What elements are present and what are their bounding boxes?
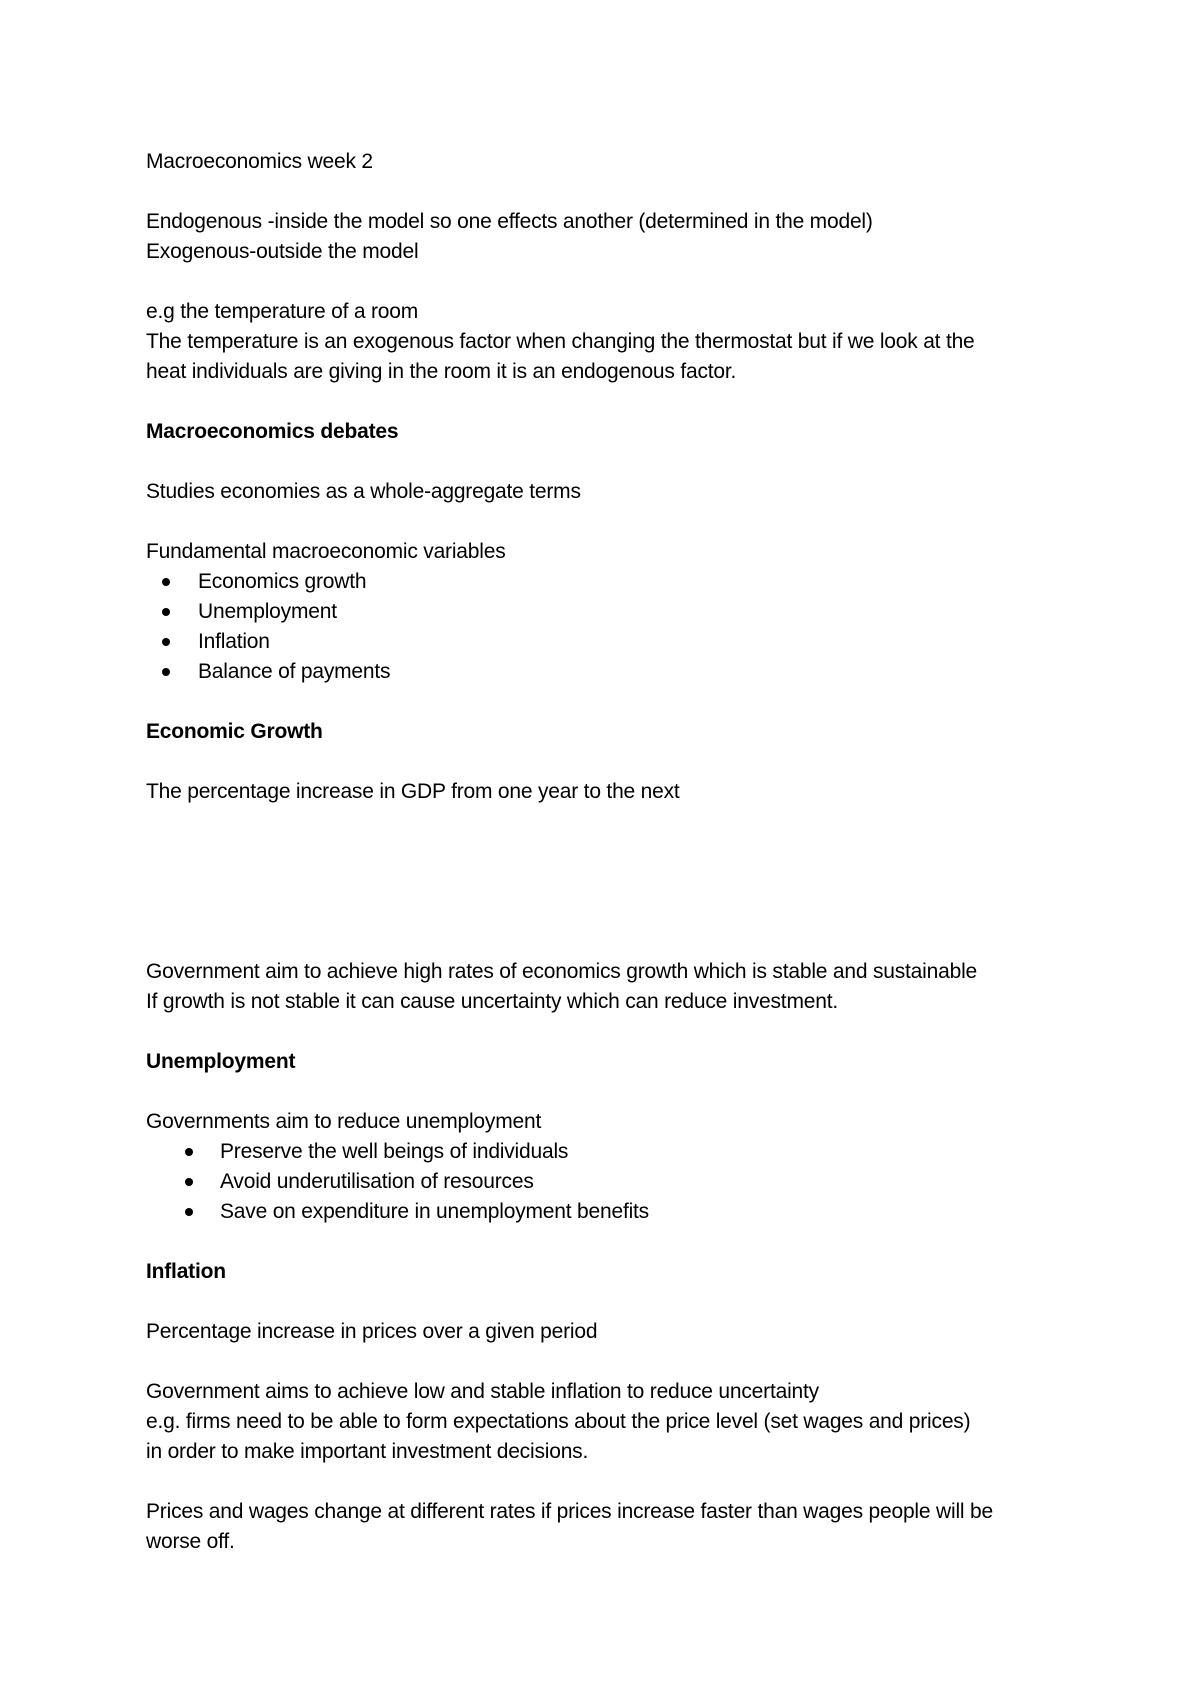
endogenous-definition: Endogenous -inside the model so one effects another (determined in the model): [146, 210, 873, 233]
bullet-icon: [162, 668, 170, 676]
bullet-icon: [185, 1208, 193, 1216]
spacer: [146, 1287, 1086, 1317]
list-item-label: Unemployment: [198, 600, 337, 623]
bullet-icon: [162, 578, 170, 586]
inflation-text-line: worse off.: [146, 1530, 235, 1553]
list-item: [146, 597, 1086, 627]
section-heading-inflation: Inflation: [146, 1260, 226, 1283]
example-text-line: heat individuals are giving in the room it is an endogenous factor.: [146, 360, 737, 383]
list-item-label: Preserve the well beings of individuals: [220, 1140, 569, 1163]
spacer: [146, 1227, 1086, 1257]
list-item: [146, 567, 1086, 597]
list-item-label: Economics growth: [198, 570, 367, 593]
spacer: [146, 267, 1086, 297]
list-item-label: Avoid underutilisation of resources: [220, 1170, 534, 1193]
blank-area: [146, 807, 1086, 957]
list-item-label: Save on expenditure in unemployment benefits: [220, 1200, 649, 1223]
variables-intro: Fundamental macroeconomic variables: [146, 540, 506, 563]
spacer: [146, 747, 1086, 777]
list-item: [146, 627, 1086, 657]
bullet-icon: [162, 608, 170, 616]
bullet-icon: [185, 1178, 193, 1186]
growth-definition: The percentage increase in GDP from one year to the next: [146, 780, 680, 803]
bullet-icon: [185, 1148, 193, 1156]
inflation-definition: Percentage increase in prices over a given period: [146, 1320, 598, 1343]
spacer: [146, 1077, 1086, 1107]
exogenous-definition: Exogenous-outside the model: [146, 240, 419, 263]
section-heading-debates: Macroeconomics debates: [146, 420, 399, 443]
variables-list: [146, 567, 1086, 687]
spacer: [146, 177, 1086, 207]
growth-text-line: If growth is not stable it can cause uncertainty which can reduce investment.: [146, 990, 838, 1013]
spacer: [146, 687, 1086, 717]
example-heading: e.g the temperature of a room: [146, 300, 419, 323]
list-item: [146, 1167, 1086, 1197]
growth-text-line: Government aim to achieve high rates of economics growth which is stable and sustainable: [146, 960, 978, 983]
document-title: Macroeconomics week 2: [146, 150, 373, 173]
list-item-label: Balance of payments: [198, 660, 391, 683]
spacer: [146, 447, 1086, 477]
bullet-icon: [162, 638, 170, 646]
spacer: [146, 1467, 1086, 1497]
inflation-text-line: e.g. firms need to be able to form expectations about the price level (set wages and prices): [146, 1410, 971, 1433]
unemployment-intro: Governments aim to reduce unemployment: [146, 1110, 542, 1133]
section-heading-unemployment: Unemployment: [146, 1050, 296, 1073]
list-item: [146, 657, 1086, 687]
document-body: [146, 147, 1086, 1557]
inflation-text-line: Prices and wages change at different rates if prices increase faster than wages people will be: [146, 1500, 993, 1523]
spacer: [146, 507, 1086, 537]
example-text-line: The temperature is an exogenous factor when changing the thermostat but if we look at the: [146, 330, 975, 353]
debates-text: Studies economies as a whole-aggregate terms: [146, 480, 581, 503]
spacer: [146, 1347, 1086, 1377]
inflation-text-line: Government aims to achieve low and stable inflation to reduce uncertainty: [146, 1380, 819, 1403]
spacer: [146, 387, 1086, 417]
section-heading-growth: Economic Growth: [146, 720, 323, 743]
inflation-text-line: in order to make important investment decisions.: [146, 1440, 589, 1463]
list-item-label: Inflation: [198, 630, 270, 653]
list-item: [146, 1137, 1086, 1167]
list-item: [146, 1197, 1086, 1227]
unemployment-list: [146, 1137, 1086, 1227]
spacer: [146, 1017, 1086, 1047]
